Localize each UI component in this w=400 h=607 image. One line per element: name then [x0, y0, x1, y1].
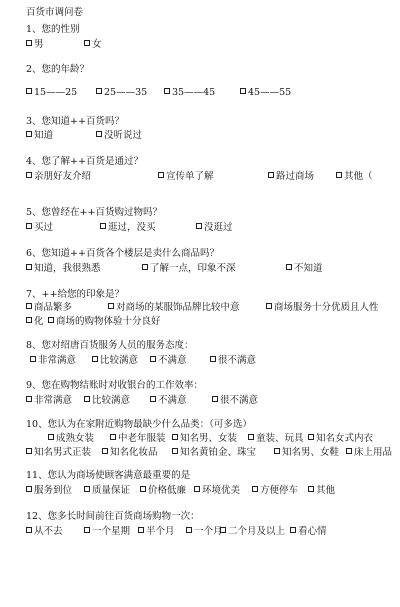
- checkbox-icon[interactable]: [172, 448, 178, 454]
- checkbox-icon[interactable]: [110, 434, 116, 440]
- question-12-option[interactable]: [186, 525, 223, 538]
- option-label: 25——35: [104, 87, 148, 98]
- checkbox-icon[interactable]: [26, 223, 32, 229]
- option-label: 比较满意: [92, 395, 131, 406]
- checkbox-icon[interactable]: [346, 448, 352, 454]
- checkbox-icon[interactable]: [26, 486, 32, 492]
- checkbox-icon[interactable]: [290, 527, 296, 533]
- option-label: 质量保证: [92, 485, 131, 496]
- checkbox-icon[interactable]: [248, 434, 254, 440]
- question-12-option[interactable]: [220, 525, 285, 538]
- option-label: 逛过，没买: [108, 222, 156, 233]
- option-label: 知道，我很熟悉: [34, 263, 101, 274]
- option-label: 服务到位: [34, 485, 73, 496]
- question-2-option[interactable]: [96, 86, 147, 99]
- question-6-option[interactable]: [142, 262, 236, 275]
- option-label: 了解一点，印象不深: [150, 263, 236, 274]
- question-1-option[interactable]: [26, 38, 44, 51]
- option-label: 女: [92, 39, 102, 50]
- option-label: 知名女式内衣: [316, 433, 374, 444]
- checkbox-icon[interactable]: [266, 303, 272, 309]
- question-9-option[interactable]: [26, 394, 72, 407]
- checkbox-icon[interactable]: [26, 303, 32, 309]
- question-11-option[interactable]: [26, 484, 72, 497]
- checkbox-icon[interactable]: [194, 486, 200, 492]
- option-label: 知名化妆品: [110, 447, 158, 458]
- checkbox-icon[interactable]: [84, 396, 90, 402]
- checkbox-icon[interactable]: [26, 396, 32, 402]
- checkbox-icon[interactable]: [26, 317, 32, 323]
- option-label: 不满意: [158, 355, 187, 366]
- option-label: 男: [34, 39, 44, 50]
- checkbox-icon[interactable]: [142, 264, 148, 270]
- option-label: 45——55: [248, 87, 292, 98]
- checkbox-icon[interactable]: [92, 356, 98, 362]
- checkbox-icon[interactable]: [84, 40, 90, 46]
- option-label: 知名黄铂金、珠宝: [180, 447, 257, 458]
- question-11-option[interactable]: [308, 484, 335, 497]
- checkbox-icon[interactable]: [48, 317, 54, 323]
- checkbox-icon[interactable]: [26, 172, 32, 178]
- question-10-option[interactable]: [274, 446, 339, 459]
- option-label: 知道: [34, 130, 54, 141]
- question-10-option[interactable]: [110, 432, 166, 445]
- checkbox-icon[interactable]: [96, 88, 102, 94]
- question-5-option[interactable]: [26, 221, 53, 234]
- question-10-option[interactable]: [102, 446, 158, 459]
- question-10-text: 10、您认为在家附近购物最缺少什么品类：（可多选）: [26, 419, 252, 430]
- checkbox-icon[interactable]: [150, 356, 156, 362]
- option-label: 路过商场: [276, 171, 315, 182]
- option-label: 宣传单了解: [166, 171, 214, 182]
- checkbox-icon[interactable]: [26, 88, 32, 94]
- question-1-option[interactable]: [84, 38, 102, 51]
- option-label: 半个月: [146, 526, 175, 537]
- question-8-option[interactable]: [30, 354, 76, 367]
- checkbox-icon[interactable]: [138, 527, 144, 533]
- checkbox-icon[interactable]: [84, 527, 90, 533]
- option-label: 知名男、女鞋: [282, 447, 340, 458]
- checkbox-icon[interactable]: [26, 131, 32, 137]
- question-11-text: 11、您认为商场使顾客满意最重要的是: [26, 470, 191, 481]
- option-label: 从不去: [34, 526, 63, 537]
- option-label: 非常满意: [38, 355, 77, 366]
- question-4-text: 4、您了解++百货是通过？: [26, 156, 143, 167]
- question-9-option[interactable]: [212, 394, 258, 407]
- option-label: 环境优美: [202, 485, 241, 496]
- question-10-option[interactable]: [308, 432, 373, 445]
- checkbox-icon[interactable]: [308, 486, 314, 492]
- question-11-option[interactable]: [194, 484, 240, 497]
- question-9-option[interactable]: [84, 394, 130, 407]
- option-label: 其他: [316, 485, 336, 496]
- question-8-text: 8、您对绍唐百货服务人员的服务态度：: [26, 340, 194, 351]
- question-3-option[interactable]: [26, 129, 53, 142]
- question-6-text: 6、您知道++百货各个楼层是卖什么商品吗？: [26, 248, 219, 259]
- checkbox-icon[interactable]: [26, 448, 32, 454]
- question-5-option[interactable]: [196, 221, 233, 234]
- checkbox-icon[interactable]: [252, 486, 258, 492]
- title-text: 百货市调问卷: [26, 7, 84, 18]
- option-label: 方便停车: [260, 485, 299, 496]
- checkbox-icon[interactable]: [268, 172, 274, 178]
- question-10-option[interactable]: [346, 446, 392, 459]
- checkbox-icon[interactable]: [240, 88, 246, 94]
- checkbox-icon[interactable]: [196, 223, 202, 229]
- checkbox-icon[interactable]: [108, 303, 114, 309]
- option-label: 很不满意: [218, 355, 257, 366]
- checkbox-icon[interactable]: [96, 131, 102, 137]
- option-label: 对商场的某服饰品牌比较中意: [116, 302, 240, 313]
- option-label: 看心情: [298, 526, 327, 537]
- option-label: 其他（: [344, 171, 373, 182]
- question-6-option[interactable]: [286, 262, 323, 275]
- checkbox-icon[interactable]: [26, 527, 32, 533]
- option-label: 商场的购物体验十分良好: [56, 316, 161, 327]
- question-2-option[interactable]: [26, 86, 77, 99]
- option-label: 二个月及以上: [228, 526, 286, 537]
- question-2-option[interactable]: [164, 86, 215, 99]
- question-11-option[interactable]: [252, 484, 298, 497]
- question-3-text: 3、您知道++百货吗？: [26, 116, 124, 127]
- question-12-option[interactable]: [138, 525, 175, 538]
- option-label: 童装、玩具: [256, 433, 304, 444]
- option-label: 35——45: [172, 87, 216, 98]
- question-12-option[interactable]: [26, 525, 63, 538]
- question-10-option[interactable]: [48, 432, 94, 445]
- option-label: 比较满意: [100, 355, 139, 366]
- question-8-option[interactable]: [210, 354, 256, 367]
- question-9-option[interactable]: [150, 394, 187, 407]
- checkbox-icon[interactable]: [48, 434, 54, 440]
- option-label: 一个星期: [92, 526, 131, 537]
- checkbox-icon[interactable]: [308, 434, 314, 440]
- option-label: 知名男、女装: [180, 433, 238, 444]
- option-label: 没逛过: [204, 222, 233, 233]
- checkbox-icon[interactable]: [100, 223, 106, 229]
- question-5-text: 5、您曾经在++百货购过物吗？: [26, 207, 162, 218]
- checkbox-icon[interactable]: [274, 448, 280, 454]
- option-label: 不满意: [158, 395, 187, 406]
- question-7-option[interactable]: [108, 301, 240, 314]
- question-5-option[interactable]: [100, 221, 156, 234]
- question-4-option[interactable]: [336, 170, 373, 183]
- checkbox-icon[interactable]: [84, 486, 90, 492]
- question-11-option[interactable]: [84, 484, 130, 497]
- checkbox-icon[interactable]: [26, 40, 32, 46]
- checkbox-icon[interactable]: [150, 396, 156, 402]
- option-label: 中老年服装: [118, 433, 166, 444]
- question-7-option[interactable]: [48, 315, 161, 328]
- question-7-text: 7、++给您的印象是？: [26, 289, 124, 300]
- question-1-text: 1、您的性别: [26, 24, 80, 35]
- option-label: 知名男式正装: [34, 447, 92, 458]
- checkbox-icon[interactable]: [212, 396, 218, 402]
- document-title: [0, 6, 400, 19]
- checkbox-icon[interactable]: [286, 264, 292, 270]
- checkbox-icon[interactable]: [164, 88, 170, 94]
- question-7-option[interactable]: [26, 301, 72, 314]
- checkbox-icon[interactable]: [102, 448, 108, 454]
- option-label: 亲朋好友介绍: [34, 171, 92, 182]
- checkbox-icon[interactable]: [140, 486, 146, 492]
- question-10-option[interactable]: [172, 446, 256, 459]
- option-label: 成熟女装: [56, 433, 95, 444]
- question-4-option[interactable]: [158, 170, 214, 183]
- question-7-option[interactable]: [266, 301, 379, 314]
- option-label: 一个月: [194, 526, 223, 537]
- checkbox-icon[interactable]: [220, 527, 226, 533]
- checkbox-icon[interactable]: [26, 264, 32, 270]
- option-label: 价格低廉: [148, 485, 187, 496]
- option-label: 15——25: [34, 87, 78, 98]
- option-label: 非常满意: [34, 395, 73, 406]
- question-8-option[interactable]: [150, 354, 187, 367]
- checkbox-icon[interactable]: [336, 172, 342, 178]
- option-label: 床上用品: [354, 447, 393, 458]
- checkbox-icon[interactable]: [172, 434, 178, 440]
- question-2-option[interactable]: [240, 86, 291, 99]
- option-label: 商场服务十分优质且人性: [274, 302, 379, 313]
- option-label: 买过: [34, 222, 54, 233]
- question-4-option[interactable]: [268, 170, 314, 183]
- option-label: 商品繁多: [34, 302, 73, 313]
- question-12-text: 12、您多长时间前往百货商场购物一次：: [26, 511, 200, 522]
- question-12-option[interactable]: [290, 525, 327, 538]
- option-label: 不知道: [294, 263, 323, 274]
- checkbox-icon[interactable]: [210, 356, 216, 362]
- checkbox-icon[interactable]: [30, 356, 36, 362]
- question-8-option[interactable]: [92, 354, 138, 367]
- checkbox-icon[interactable]: [158, 172, 164, 178]
- question-10-option[interactable]: [248, 432, 304, 445]
- question-7-option[interactable]: [26, 315, 44, 328]
- question-11-option[interactable]: [140, 484, 186, 497]
- checkbox-icon[interactable]: [186, 527, 192, 533]
- question-6-option[interactable]: [26, 262, 101, 275]
- question-2-text: 2、您的年龄？: [26, 64, 90, 75]
- option-label: 很不满意: [220, 395, 259, 406]
- option-label: 化: [34, 316, 44, 327]
- question-9-text: 9、您在购物结账时对收银台的工作效率：: [26, 380, 204, 391]
- option-label: 没听说过: [104, 130, 143, 141]
- question-10-option[interactable]: [26, 446, 91, 459]
- question-3-option[interactable]: [96, 129, 142, 142]
- question-4-option[interactable]: [26, 170, 91, 183]
- question-12-option[interactable]: [84, 525, 130, 538]
- question-10-option[interactable]: [172, 432, 237, 445]
